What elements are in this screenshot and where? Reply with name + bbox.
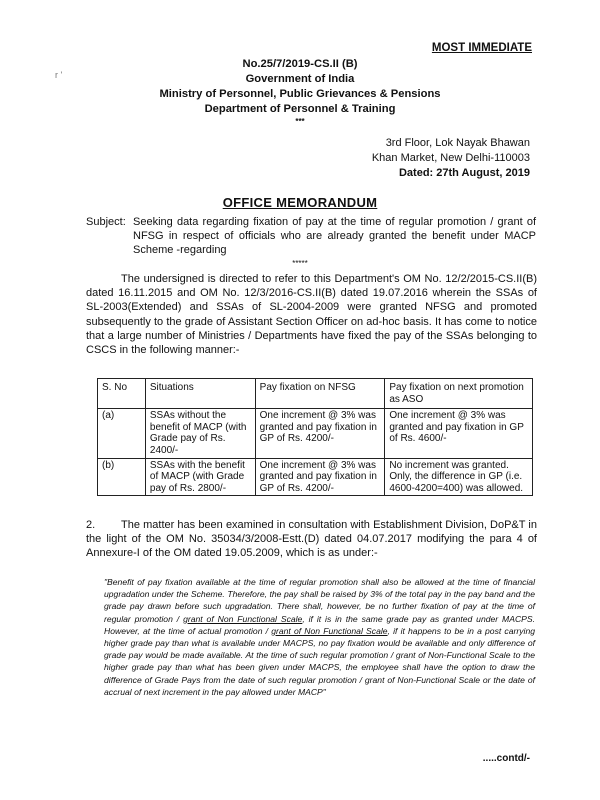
cell-sno: (a) [98, 409, 146, 458]
file-number: No.25/7/2019-CS.II (B) [242, 58, 358, 70]
table-header-row [98, 379, 533, 409]
cell-situation: SSAs without the benefit of MACP (with Grade pay of Rs. 2400/- [145, 409, 255, 458]
page-title: OFFICE MEMORANDUM [222, 195, 378, 210]
quote-underline-2: grant of Non Functional Scale [271, 625, 388, 636]
cell-sno: (b) [98, 458, 146, 496]
quote-part-3: , if it happens to be in a post carrying higher grade pay than what is available under MACPS, no pay fixation would be available and only difference of grade pay would be made available. At the time of such regular promotion / grant of Non-Functional Scale to the higher grade pay than what has been given under MACPS, the employee shall have the option to draw the difference of Grade Pays from the date of such regular promotion / grant of Non-Functional Scale or the date of accrual of next increment in the pay allowed under MACP" [104, 625, 535, 697]
subject-block [86, 215, 536, 257]
table-row [98, 409, 533, 458]
cell-situation: SSAs with the benefit of MACP (with Grade pay of Rs. 2800/- [145, 458, 255, 496]
stars-separator: ***** [292, 259, 308, 268]
quoted-rule [104, 576, 535, 698]
pay-fixation-table [97, 378, 533, 496]
cell-nfsg: One increment @ 3% was granted and pay fixation in GP of Rs. 4200/- [255, 409, 385, 458]
issue-date: Dated: 27th August, 2019 [398, 167, 530, 179]
subject-label: Subject: [86, 216, 126, 228]
paragraph-2-number: 2. [86, 519, 96, 531]
paragraph-2 [86, 518, 537, 561]
margin-mark: r ' [55, 70, 63, 80]
quote-part-2: , if it is in the same grade pay as granted under MACPS. However, at the time of actual promotion / [104, 613, 535, 636]
header-aso: Pay fixation on next promotion as ASO [385, 379, 533, 409]
table-row [98, 458, 533, 496]
subject-text: Seeking data regarding fixation of pay at the time of regular promotion / grant of NFSG in respect of officials who are already granted the benefit under MACP Scheme -regarding [133, 216, 536, 256]
cell-nfsg: One increment @ 3% was granted and pay fixation in GP of Rs. 4200/- [255, 458, 385, 496]
govt-name: Government of India [245, 73, 355, 85]
priority-label: MOST IMMEDIATE [431, 42, 532, 54]
header-sno: S. No [98, 379, 146, 409]
paragraph-2-text: The matter has been examined in consultation with Establishment Division, DoP&T in the light of the OM No. 35034/3/2008-Estt.(D) dated 04.07.2017 modifying the para 4 of Annexure-I of the OM dated 19.05.2009, which is as under:- [86, 519, 537, 560]
ministry-name: Ministry of Personnel, Public Grievances & Pensions [159, 88, 441, 100]
paragraph-1: The undersigned is directed to refer to this Department's OM No. 12/2/2015-CS.II(B) dated 16.11.2015 and OM No. 12/3/2016-CS.II(B) dated 19.07.2016 wherein the SSAs of SL-2003(Extended) and SSAs of SL-2004-2009 were granted NFSG and promoted subsequently to the grade of Assistant Section Officer on ad-hoc basis. It has come to notice that a large number of Ministries / Departments have fixed the pay of the SSAs belonging to CSCS in the following manner:- [86, 273, 537, 357]
address-line-1: 3rd Floor, Lok Nayak Bhawan [385, 137, 530, 149]
header-situations: Situations [145, 379, 255, 409]
header-separator: *** [295, 117, 305, 126]
header-nfsg: Pay fixation on NFSG [255, 379, 385, 409]
address-line-2: Khan Market, New Delhi-110003 [371, 152, 530, 164]
continued-marker: .....contd/- [482, 753, 530, 764]
cell-aso: One increment @ 3% was granted and pay fixation in GP of Rs. 4600/- [385, 409, 533, 458]
quote-part-1: "Benefit of pay fixation available at the time of regular promotion shall also be allowed at the time of financial upgradation under the Scheme. Therefore, the pay shall be raised by 3% of the total pay in the pay band and the grade pay drawn before such upgradation. There shall, however, be no further fixation of pay at the time of regular promotion / [104, 577, 535, 624]
cell-aso: No increment was granted. Only, the difference in GP (i.e. 4600-4200=400) was allowed. [385, 458, 533, 496]
quote-underline-1: grant of Non Functional Scale [183, 613, 303, 624]
department-name: Department of Personnel & Training [204, 103, 396, 115]
